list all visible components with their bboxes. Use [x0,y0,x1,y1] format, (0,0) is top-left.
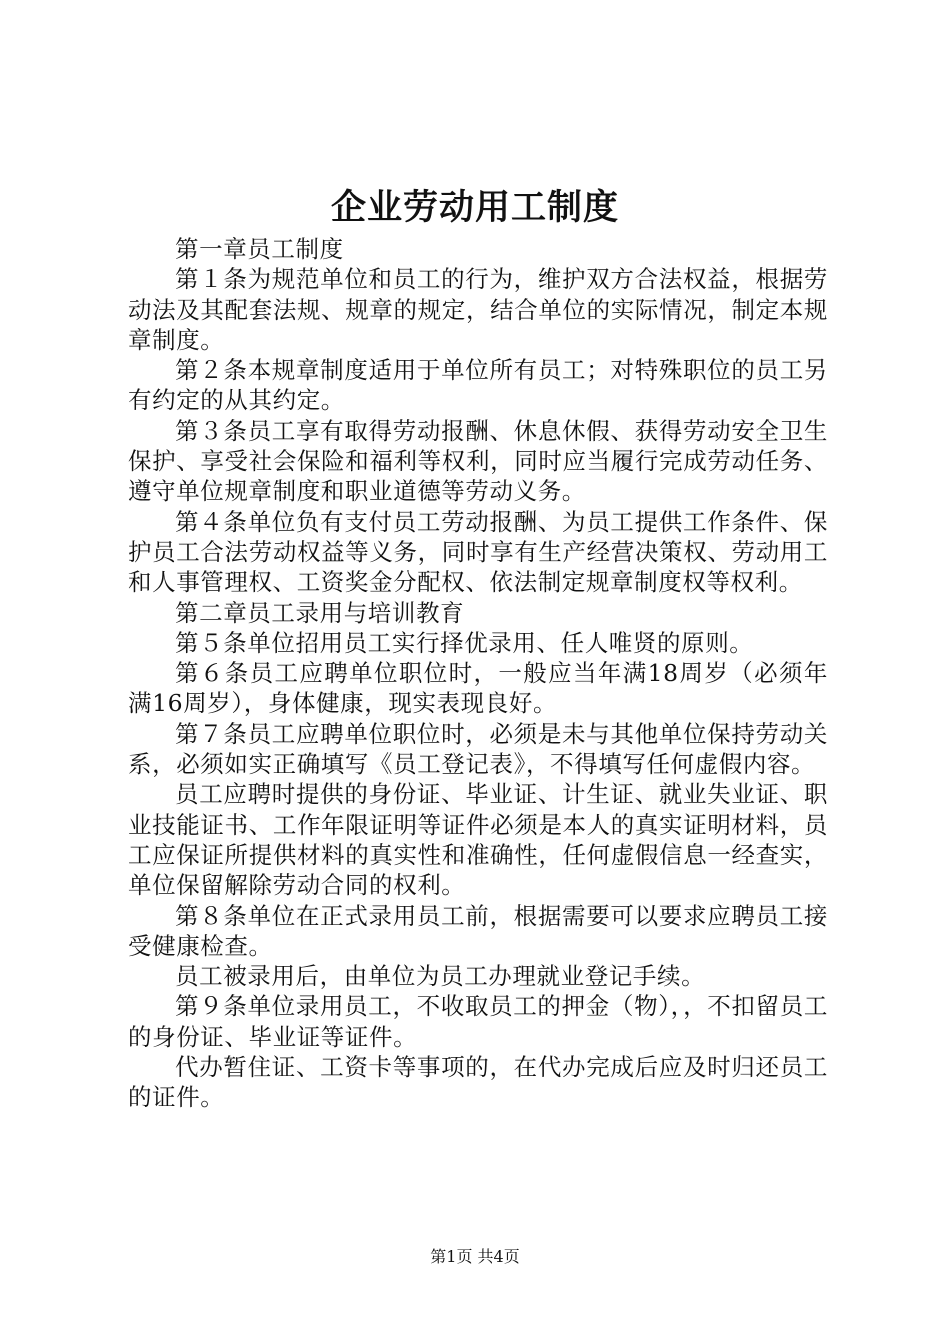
article-paragraph: 第８条单位在正式录用员工前，根据需要可以要求应聘员工接受健康检查。 [128,901,828,960]
article-paragraph: 第７条员工应聘单位职位时，必须是未与其他单位保持劳动关系，必须如实正确填写《员工登记表》，不得填写任何虚假内容。 [128,719,828,779]
article-paragraph: 第５条单位招用员工实行择优录用、任人唯贤的原则。 [175,628,754,657]
document-body [128,234,828,1113]
article-paragraph: 第６条员工应聘单位职位时，一般应当年满18周岁（必须年满16周岁），身体健康，现实表现良好。 [128,659,828,718]
article-paragraph: 第２条本规章制度适用于单位所有员工；对特殊职位的员工另有约定的从其约定。 [128,356,828,415]
page-footer: 第1页 共4页 [430,1247,520,1266]
article-paragraph: 第３条员工享有取得劳动报酬、休息休假、获得劳动安全卫生保护、享受社会保险和福利等权利，同时应当履行完成劳动任务、遵守单位规章制度和职业道德等劳动义务。 [128,416,828,506]
article-paragraph: 第９条单位录用员工，不收取员工的押金（物），，不扣留员工的身份证、毕业证等证件。 [128,992,828,1051]
article-paragraph: 第４条单位负有支付员工劳动报酬、为员工提供工作条件、保护员工合法劳动权益等义务，同时享有生产经营决策权、劳动用工和人事管理权、工资奖金分配权、依法制定规章制度权等权利。 [128,507,828,597]
chapter-heading: 第一章员工制度 [175,235,344,263]
chapter-heading: 第二章员工录用与培训教育 [175,598,465,627]
article-paragraph: 第１条为规范单位和员工的行为，维护双方合法权益，根据劳动法及其配套法规、规章的规定，结合单位的实际情况，制定本规章制度。 [128,265,828,354]
article-paragraph: 员工被录用后，由单位为员工办理就业登记手续。 [175,962,706,991]
article-paragraph: 代办暂住证、工资卡等事项的，在代办完成后应及时归还员工的证件。 [128,1053,828,1112]
article-paragraph: 员工应聘时提供的身份证、毕业证、计生证、就业失业证、职业技能证书、工作年限证明等证件必须是本人的真实证明材料，员工应保证所提供材料的真实性和准确性，任何虚假信息一经查实，单位保留解除劳动合同的权利。 [128,780,828,900]
document-title: 企业劳动用工制度 [330,187,619,228]
